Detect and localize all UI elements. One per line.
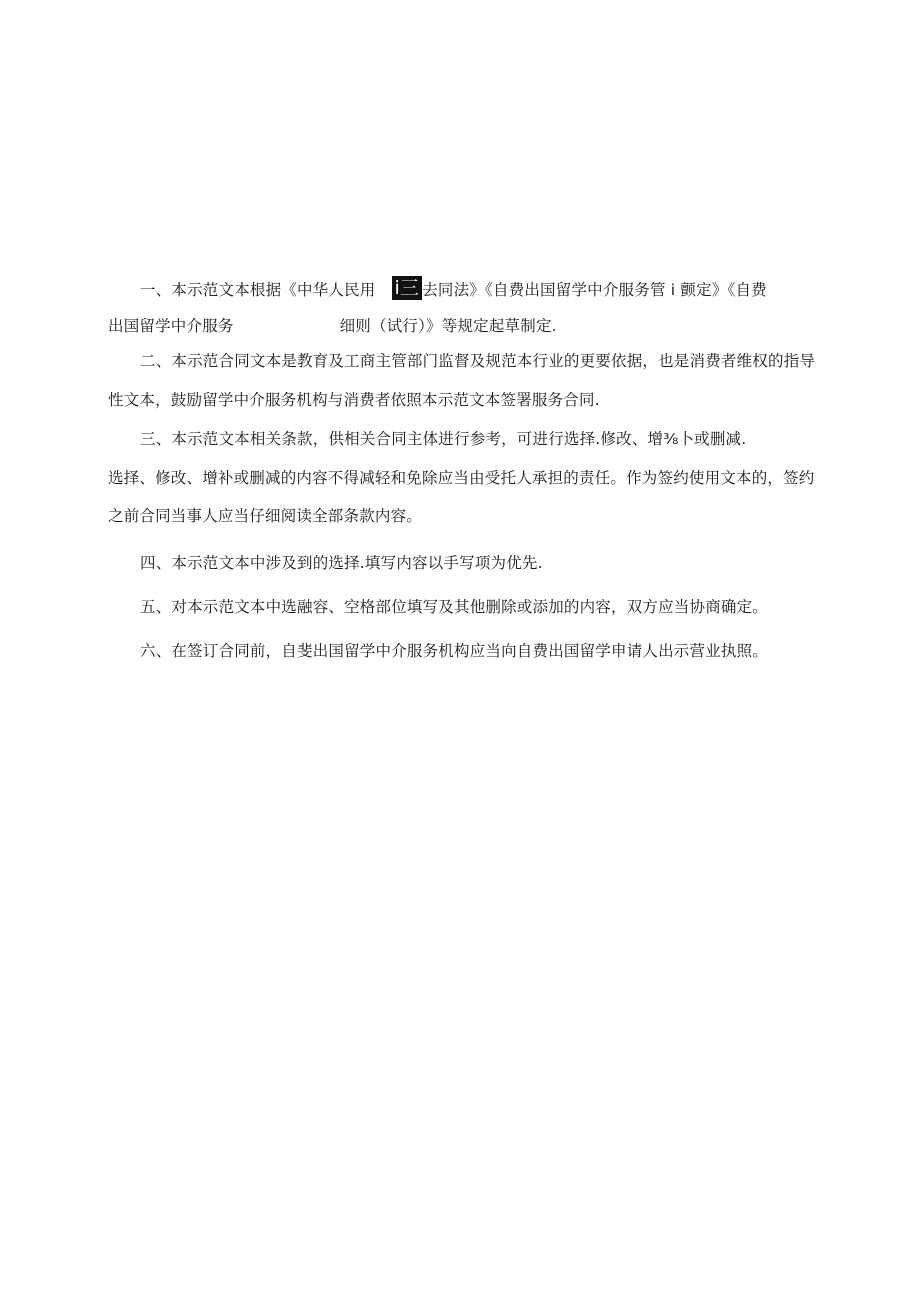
note-1-text-c: 出国留学中介服务 [108, 317, 234, 335]
note-2-line-1: 二、本示范合同文本是教育及工商主管部门监督及规范本行业的更要依据，也是消费者维权的指导 [140, 352, 816, 370]
note-3-line-3: 之前合同当事人应当仔细阅读全部条款内容。 [108, 507, 423, 525]
note-1-line-1 [140, 277, 767, 301]
note-5: 五、对本示范文本中选融容、空格部位填写及其他删除或添加的内容，双方应当协商确定。 [140, 598, 769, 616]
note-1-text-b: 去同法》《自费出国留学中介服务管 i 颤定》《自费 [422, 281, 767, 299]
note-1-redacted-box: i三 [392, 276, 423, 300]
note-2-line-2: 性文本，鼓励留学中介服务机构与消费者依照本示范文本签署服务合同. [108, 391, 600, 409]
note-4: 四、本示范文本中涉及到的选择.填写内容以手写项为优先. [140, 554, 543, 572]
note-3-line-1: 三、本示范文本相关条款，供相关合同主体进行参考，可进行选择.修改、增⅜卜或删减. [140, 430, 747, 448]
note-1-line-2 [108, 316, 557, 336]
note-1-text-a: 一、本示范文本根据《中华人民用 [140, 281, 376, 299]
note-6: 六、在签订合同前，自斐出国留学中介服务机构应当向自费出国留学申请人出示营业执照。 [140, 642, 769, 660]
note-1-text-d: 细则（试行）》等规定起草制定. [339, 317, 557, 335]
note-3-line-2: 选择、修改、增补或删减的内容不得减轻和免除应当由受托人承担的责任。作为签约使用文本的，签约 [108, 469, 815, 487]
